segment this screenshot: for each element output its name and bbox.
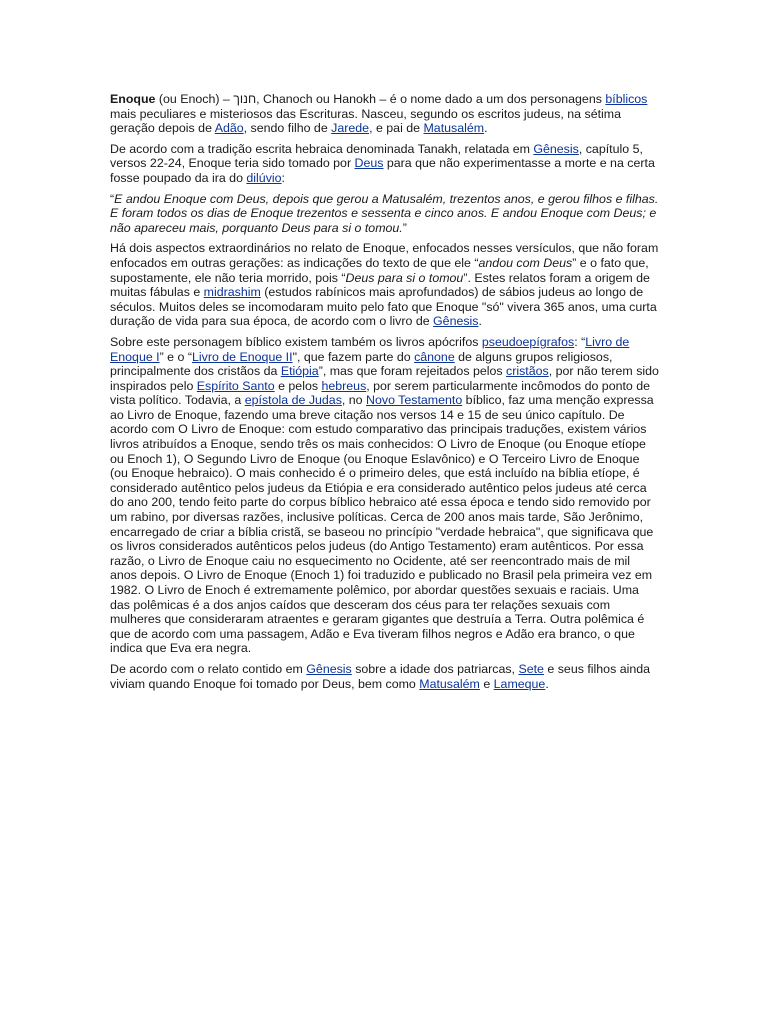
link-jarede[interactable]: Jarede — [331, 121, 370, 136]
text: ", que fazem parte do — [292, 349, 415, 364]
link-midrashim[interactable]: midrashim — [203, 285, 261, 300]
link-biblicos[interactable]: bíblicos — [605, 92, 648, 106]
link-genesis[interactable]: Gênesis — [433, 314, 479, 329]
text: De acordo com a tradição escrita hebraica denominada Tanakh, relatada em — [110, 141, 534, 156]
link-diluvio[interactable]: dilúvio — [246, 170, 282, 185]
text: Sobre este personagem bíblico existem também os livros apócrifos — [110, 334, 482, 349]
aspects-paragraph — [110, 241, 660, 329]
apocrypha-paragraph — [110, 335, 660, 656]
patriarchs-paragraph — [110, 662, 660, 691]
text: . — [478, 314, 482, 329]
text: , no — [341, 393, 367, 408]
tanakh-paragraph — [110, 142, 660, 186]
link-etiopia[interactable]: Etiópia — [280, 364, 319, 379]
link-genesis[interactable]: Gênesis — [533, 141, 579, 156]
text: : — [281, 170, 285, 185]
article — [110, 92, 660, 697]
text: ”. Estes relatos foram a origem de muitas fábulas e — [110, 270, 650, 300]
link-sete[interactable]: Sete — [518, 661, 544, 676]
quote-close: ” — [402, 220, 407, 235]
text: ”, mas que foram rejeitados pelos — [318, 364, 507, 379]
link-espirito-santo[interactable]: Espírito Santo — [196, 378, 275, 393]
text: . — [484, 121, 488, 136]
text: de alguns grupos religiosos, principalmente dos cristãos da — [110, 349, 613, 379]
link-novo-testamento[interactable]: Novo Testamento — [366, 393, 463, 408]
text: , sendo filho de — [243, 121, 332, 136]
link-matusalem[interactable]: Matusalém — [423, 121, 485, 136]
text: . — [545, 676, 549, 691]
link-livro-enoque-2[interactable]: Livro de Enoque II — [191, 349, 293, 364]
text: ” e o fato que, supostamente, ele não teria morrido, pois “ — [110, 255, 649, 285]
link-cristaos[interactable]: cristãos — [506, 364, 549, 379]
article-term: Enoque — [110, 92, 156, 106]
link-lameque[interactable]: Lameque — [493, 676, 546, 691]
text: De acordo com o relato contido em — [110, 661, 307, 676]
bible-quote — [110, 192, 660, 236]
text: bíblico, faz uma menção expressa ao Livro de Enoque, fazendo uma breve citação nos versos 14 e 15 de seu único capítulo. De acordo com O Livro de Enoque: com estudo comparativo das principais traduções, existem vários livros atribuídos a Enoque, sendo três os mais conhecidos: O Livro de Enoque (ou Enoque etíope ou Enoch 1), O Segundo Livro de Enoque (ou Enoque Eslavônico) e O Terceiro Livro de Enoque (ou Enoque hebraico). O mais conhecido é o primeiro deles, que está incluído na bíblia etíope, é considerado autêntico pelos judeus da Etiópia e era considerado autêntico pelos judeus até cerca do ano 200, tendo feito parte do corpus bíblico hebraico até essa época e tendo sido removido por um rabino, por diversas razões, inclusive políticas. Cerca de 200 anos mais tarde, São Jerônimo, encarregado de criar a bíblia cristã, se baseou no princípio "verdade hebraica", que significava que os livros considerados autênticos pelos judeus (do Antigo Testamento) eram autênticos. Por essa razão, o Livro de Enoque caiu no esquecimento no Ocidente, até ser reencontrado mais de mil anos depois. O Livro de Enoque (Enoch 1) foi traduzido e publicado no Brasil pela primeira vez em 1982. O Livro de Enoch é extremamente polêmico, por abordar questões sexuais e raciais. Uma das polêmicas é a dos anjos caídos que desceram dos céus para ter relações sexuais com mulheres que consideraram atraentes e geraram gigantes que destruía a Terra. Outra polêmica é que de acordo com uma passagem, Adão e Eva tiveram filhos negros e Adão era branco, o que indica que Eva era negra. — [110, 393, 654, 656]
link-pseudoepigrafos[interactable]: pseudoepígrafos — [481, 334, 575, 349]
text: , por não terem sido inspirados pelo — [110, 364, 659, 393]
text: ” e o “ — [159, 349, 192, 364]
link-adao[interactable]: Adão — [214, 121, 244, 136]
text: (ou Enoch) – חנוך, Chanoch ou Hanokh – é o nome dado a um dos personagens — [155, 92, 606, 106]
text: e seus filhos ainda viviam quando Enoque foi tomado por Deus, bem como — [110, 661, 651, 691]
link-canone[interactable]: cânone — [414, 349, 455, 364]
link-epistola-judas[interactable]: epístola de Judas — [244, 393, 342, 408]
text: , e pai de — [369, 121, 424, 136]
text: (estudos rabínicos mais aprofundados) de sábios judeus ao longo de séculos. Muitos deles se incomodaram muito pelo fato que Enoque "só" vivera 365 anos, uma curta duração de vida para sua época, de acordo com o livro de — [110, 285, 657, 329]
link-deus[interactable]: Deus — [354, 156, 384, 171]
text: : “ — [574, 334, 586, 349]
text: , por serem particularmente incômodos do ponto de vista político. Todavia, a — [110, 378, 651, 408]
italic-text: andou com Deus — [478, 255, 573, 270]
text: Há dois aspectos extraordinários no relato de Enoque, enfocados nesses versículos, que não foram enfocados em outras gerações: as indicações do texto de que ele “ — [110, 241, 659, 270]
text: para que não experimentasse a morte e na certa fosse poupado da ira do — [110, 156, 655, 185]
text: e — [479, 676, 494, 691]
text: e pelos — [274, 378, 322, 393]
link-genesis[interactable]: Gênesis — [306, 661, 352, 676]
quote-open: “ — [110, 191, 115, 206]
quote-text: E andou Enoque com Deus, depois que gerou a Matusalém, trezentos anos, e gerou filhos e filhas. E foram todos os dias de Enoque trezentos e sessenta e cinco anos. E andou Enoque com Deus; e não apareceu mais, porquanto Deus para si o tomou. — [110, 191, 659, 235]
intro-paragraph — [110, 92, 660, 136]
link-matusalem[interactable]: Matusalém — [419, 676, 480, 691]
text: mais peculiares e misteriosos das Escrituras. Nasceu, segundo os escritos judeus, na sétima geração depois de — [110, 106, 621, 136]
text: sobre a idade dos patriarcas, — [351, 661, 519, 676]
text: , capítulo 5, versos 22-24, Enoque teria sido tomado por — [110, 141, 643, 171]
italic-text: Deus para si o tomou — [345, 270, 464, 285]
link-livro-enoque-1[interactable]: Livro de Enoque I — [110, 334, 630, 364]
link-hebreus[interactable]: hebreus — [321, 378, 367, 393]
